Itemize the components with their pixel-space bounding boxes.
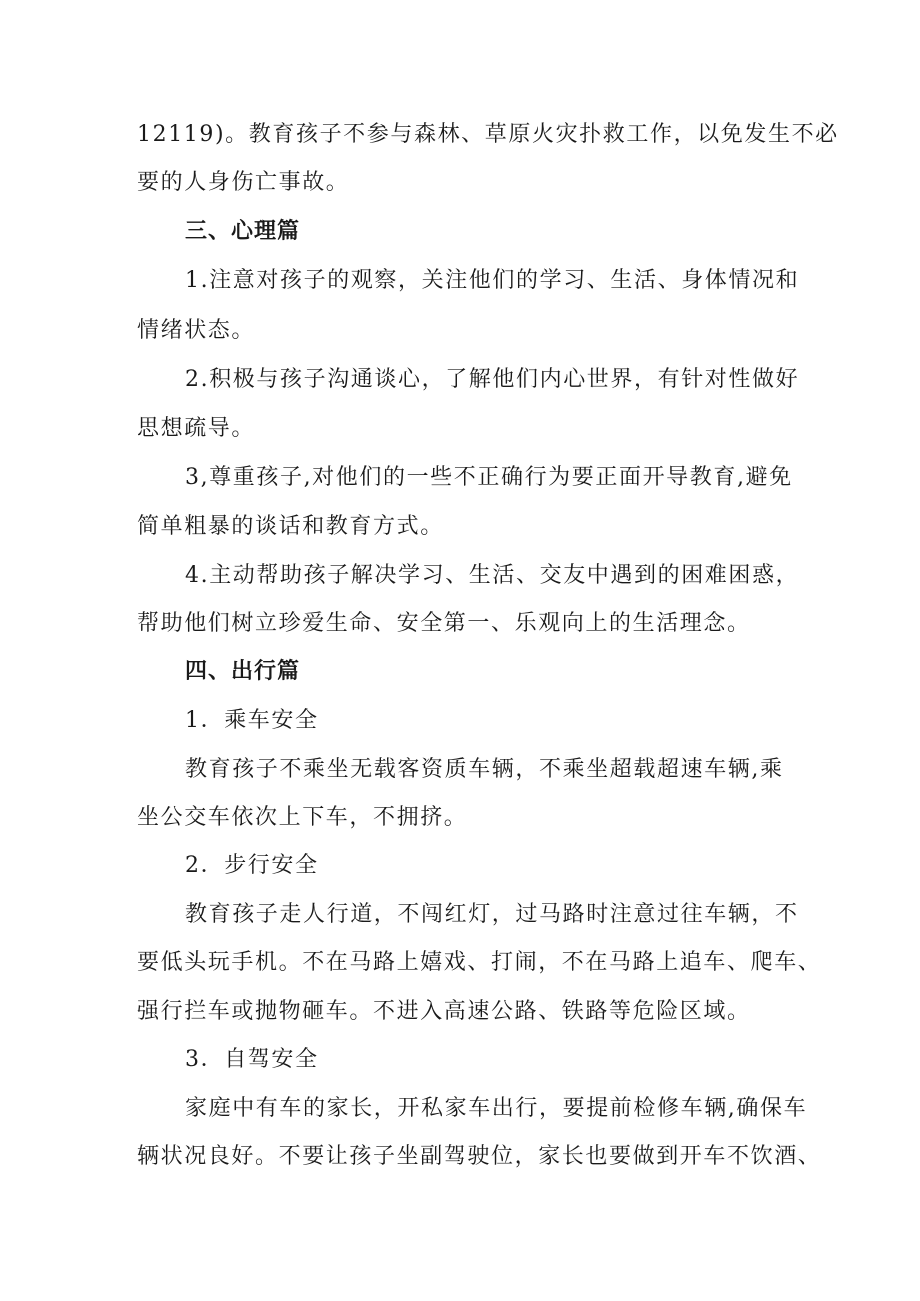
section-heading-travel: 四、出行篇	[185, 659, 301, 684]
paragraph-line: 12119)。教育孩子不参与森林、草原火灾扑救工作，以免发生不必	[137, 122, 839, 147]
paragraph-line: 思想疏导。	[137, 416, 256, 441]
paragraph-line: 坐公交车依次上下车，不拥挤。	[137, 805, 468, 830]
paragraph-line: 帮助他们树立珍爱生命、安全第一、乐观向上的生活理念。	[137, 611, 751, 636]
paragraph-line: 家庭中有车的家长，开私家车出行，要提前检修车辆,确保车	[185, 1096, 808, 1121]
paragraph-line: 教育孩子走人行道，不闯红灯，过马路时注意过往车辆，不	[185, 902, 799, 927]
paragraph-line: 情绪状态。	[137, 318, 256, 343]
paragraph-line: 要的人身伤亡事故。	[137, 170, 350, 195]
paragraph-line: 3,尊重孩子,对他们的一些不正确行为要正面开导教育,避免	[185, 465, 793, 490]
subheading-bus-safety: 1．乘车安全	[185, 708, 319, 733]
paragraph-line: 2.积极与孩子沟通谈心，了解他们内心世界，有针对性做好	[185, 367, 800, 392]
section-heading-psychology: 三、心理篇	[185, 219, 301, 244]
paragraph-line: 要低头玩手机。不在马路上嬉戏、打闹，不在马路上追车、爬车、	[137, 950, 822, 975]
paragraph-line: 辆状况良好。不要让孩子坐副驾驶位，家长也要做到开车不饮酒、	[137, 1144, 822, 1169]
paragraph-line: 教育孩子不乘坐无载客资质车辆，不乘坐超载超速车辆,乘	[185, 757, 784, 782]
paragraph-line: 1.注意对孩子的观察，关注他们的学习、生活、身体情况和	[185, 268, 800, 293]
subheading-walking-safety: 2．步行安全	[185, 853, 319, 878]
paragraph-line: 强行拦车或抛物砸车。不进入高速公路、铁路等危险区域。	[137, 999, 751, 1024]
subheading-driving-safety: 3．自驾安全	[185, 1047, 319, 1072]
paragraph-line: 简单粗暴的谈话和教育方式。	[137, 514, 444, 539]
paragraph-line: 4.主动帮助孩子解决学习、生活、交友中遇到的困难困惑，	[185, 563, 800, 588]
